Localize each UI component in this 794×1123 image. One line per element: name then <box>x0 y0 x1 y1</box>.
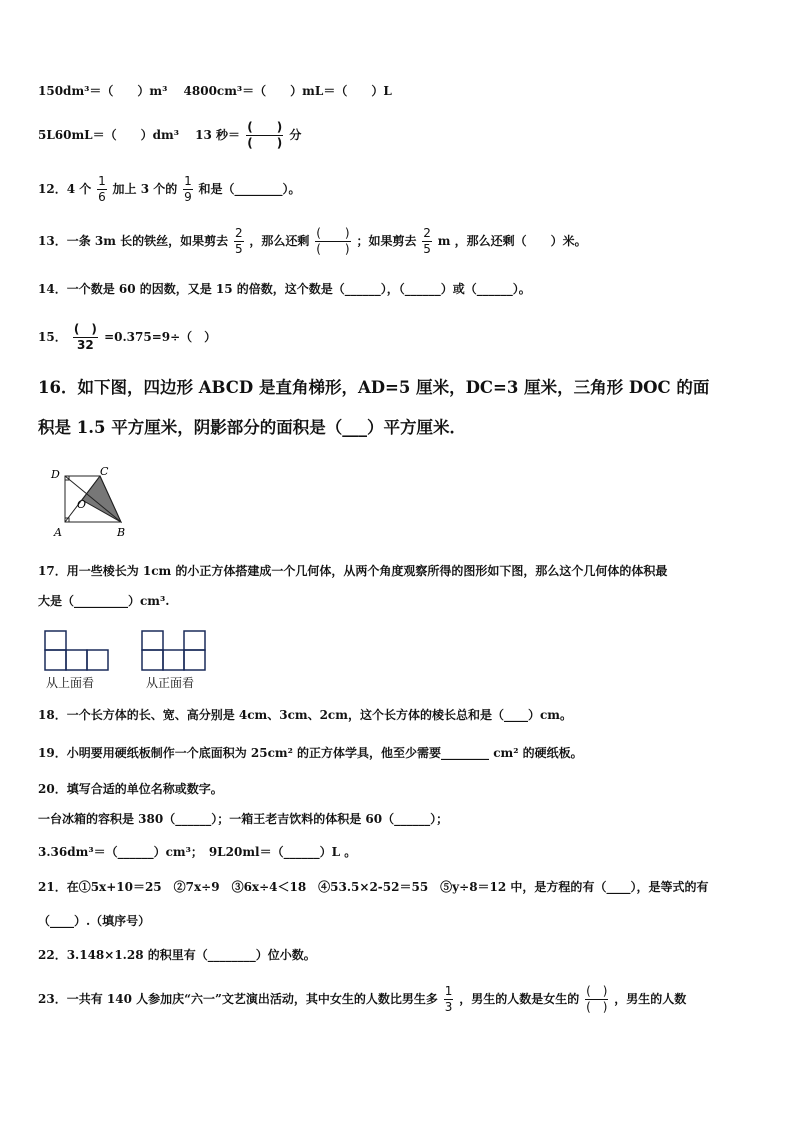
label-o: O <box>77 498 87 511</box>
fraction-numerator: 2 <box>423 226 431 240</box>
top-view-caption: 从上面看 <box>46 676 95 690</box>
q12-text: 和是（________）。 <box>198 182 301 196</box>
unit-conversion-line-1 <box>38 82 764 100</box>
question-21-line-1 <box>38 878 764 896</box>
fraction-two-fifths <box>422 226 432 257</box>
fraction-one-ninth <box>183 174 193 205</box>
fraction-denominator: 3 <box>444 1000 453 1014</box>
fraction-numerator: ( ) <box>247 120 283 134</box>
question-20-part-2 <box>38 843 764 861</box>
label-d: D <box>51 468 60 481</box>
question-23 <box>38 984 764 1015</box>
q12-text: 加上 3 个的 <box>112 182 178 196</box>
q20-text: 20．填写合适的单位名称或数字。 <box>38 782 223 796</box>
q21-text: 21．在①5x+10＝25 ②7x÷9 ③6x÷4＜18 ④53.5×2-52＝55 ⑤y÷8＝12 中，是方程的有（____），是等式的有 <box>38 880 709 894</box>
front-view-caption: 从正面看 <box>146 676 195 690</box>
label-b: B <box>117 526 126 539</box>
q14-text: 14．一个数是 60 的因数，又是 15 的倍数，这个数是（______），（______）或（______）。 <box>38 282 531 296</box>
fraction-numerator: 1 <box>184 174 192 188</box>
fraction-one-sixth <box>97 174 107 205</box>
q18-text: 18．一个长方体的长、宽、高分别是 4cm、3cm、2cm，这个长方体的棱长总和是（____）cm。 <box>38 708 572 722</box>
q16-text: 积是 1.5 平方厘米，阴影部分的面积是（___）平方厘米． <box>38 418 466 437</box>
question-14 <box>38 280 764 298</box>
q15-text: =0.375=9÷（ ） <box>104 330 217 344</box>
q20-text: 3.36dm³＝（______）cm³； 9L20ml＝（______）L 。 <box>38 845 357 859</box>
fraction-denominator: 32 <box>77 338 94 352</box>
fraction-two-fifths <box>234 226 244 257</box>
trapezoid-figure <box>42 462 142 544</box>
fraction-numerator: ( ) <box>316 226 350 240</box>
q20-text: 一台冰箱的容积是 380（______）；一箱王老吉饮料的体积是 60（______）； <box>38 812 449 826</box>
q22-text: 22．3.148×1.28 的积里有（________）位小数。 <box>38 948 316 962</box>
conversion-text: 150dm³＝（ ）m³ 4800cm³＝（ ）mL＝（ ）L <box>38 84 392 98</box>
blank-fraction <box>315 226 350 257</box>
question-20 <box>38 780 764 798</box>
question-16-line-2 <box>38 418 764 438</box>
shaded-triangle <box>82 476 121 522</box>
unit-text: 分 <box>289 128 302 142</box>
question-15 <box>38 322 764 353</box>
question-17-line-2 <box>38 592 764 610</box>
blank-fraction <box>246 120 283 151</box>
q15-text: 15． <box>38 330 67 344</box>
q13-text: ；如果剪去 <box>356 234 417 248</box>
diagonal-db <box>65 476 121 522</box>
q12-text: 12．4 个 <box>38 182 92 196</box>
top-view-diagram <box>44 630 110 672</box>
q19-text: 19．小明要用硬纸板制作一个底面积为 25cm² 的正方体学具，他至少需要________ cm² 的硬纸板。 <box>38 746 583 760</box>
unit-conversion-line-2 <box>38 120 764 151</box>
q13-text: ，那么还剩 <box>249 234 310 248</box>
fraction-denominator: ( ) <box>247 136 283 150</box>
label-c: C <box>100 465 109 478</box>
question-22 <box>38 946 764 964</box>
q23-text: 23．一共有 140 人参加庆“六一”文艺演出活动，其中女生的人数比男生多 <box>38 992 438 1006</box>
question-20-part-1 <box>38 810 764 828</box>
conversion-text: 5L60mL＝（ ）dm³ 13 秒＝ <box>38 128 241 142</box>
fraction-denominator: 5 <box>423 242 431 256</box>
question-17-line-1 <box>38 562 764 580</box>
fraction-numerator: ( ) <box>586 984 608 998</box>
fraction-numerator: 1 <box>98 174 106 188</box>
fraction-numerator: 2 <box>234 226 243 240</box>
q16-text: 16．如下图，四边形 ABCD 是直角梯形，AD=5 厘米，DC=3 厘米，三角形 DOC 的面 <box>38 378 710 397</box>
fraction-denominator: ( ) <box>316 242 350 256</box>
fraction-blank-over-32 <box>73 322 98 353</box>
question-18 <box>38 706 764 724</box>
front-view-diagram <box>141 630 207 672</box>
fraction-denominator: ( ) <box>586 1000 608 1014</box>
fraction-one-third <box>444 984 454 1015</box>
question-21-line-2 <box>38 912 764 930</box>
blank-fraction <box>585 984 608 1015</box>
q13-text: 13．一条 3m 长的铁丝，如果剪去 <box>38 234 229 248</box>
question-12 <box>38 174 764 205</box>
q17-text: 大是（_________）cm³. <box>38 594 170 608</box>
q13-text: m ，那么还剩（ ）米。 <box>437 234 587 248</box>
q21-text: （____）.（填序号） <box>38 914 151 928</box>
fraction-denominator: 5 <box>234 242 243 256</box>
fraction-numerator: 1 <box>444 984 453 998</box>
question-19 <box>38 744 764 762</box>
q23-text: ，男生的人数 <box>614 992 687 1006</box>
q17-text: 17．用一些棱长为 1cm 的小正方体搭建成一个几何体，从两个角度观察所得的图形如下图，那么这个几何体的体积最 <box>38 564 668 578</box>
question-13 <box>38 226 764 257</box>
fraction-numerator: ( ) <box>73 322 97 336</box>
question-16-line-1 <box>38 378 764 398</box>
fraction-denominator: 9 <box>184 190 192 204</box>
q23-text: ，男生的人数是女生的 <box>459 992 580 1006</box>
label-a: A <box>54 526 62 539</box>
fraction-denominator: 6 <box>98 190 106 204</box>
